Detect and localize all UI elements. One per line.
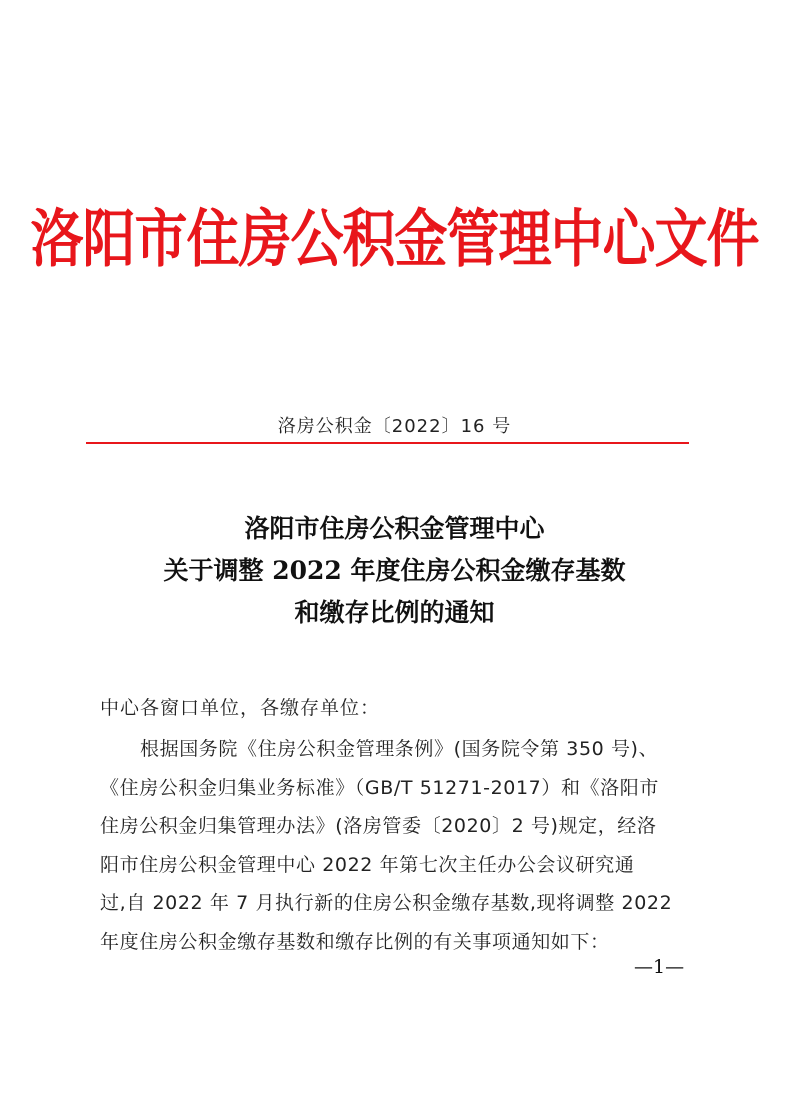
masthead-title: 洛阳市住房公积金管理中心文件 (30, 203, 759, 276)
body-line: 根据国务院《住房公积金管理条例》(国务院令第 350 号)、 (140, 738, 659, 760)
body-line: 《住房公积金归集业务标准》（GB/T 51271-2017）和《洛阳市 (100, 776, 659, 799)
salutation: 中心各窗口单位，各缴存单位： (100, 697, 381, 719)
page-number: —1— (634, 956, 685, 978)
body-line: 年度住房公积金缴存基数和缴存比例的有关事项通知如下： (100, 930, 610, 953)
body-line: 住房公积金归集管理办法》(洛房管委〔2020〕2 号)规定，经洛 (100, 815, 657, 837)
body-paragraph (100, 730, 690, 961)
notice-title (0, 508, 789, 634)
notice-title-line-3: 和缴存比例的通知 (294, 598, 495, 627)
notice-title-line-1: 洛阳市住房公积金管理中心 (244, 514, 545, 543)
body-line: 过,自 2022 年 7 月执行新的住房公积金缴存基数,现将调整 2022 (100, 892, 673, 914)
body-line: 阳市住房公积金管理中心 2022 年第七次主任办公会议研究通 (100, 853, 635, 876)
notice-title-line-2: 关于调整 2022 年度住房公积金缴存基数 (163, 556, 626, 585)
document-number: 洛房公积金〔2022〕16 号 (277, 416, 512, 437)
red-divider (86, 442, 689, 444)
